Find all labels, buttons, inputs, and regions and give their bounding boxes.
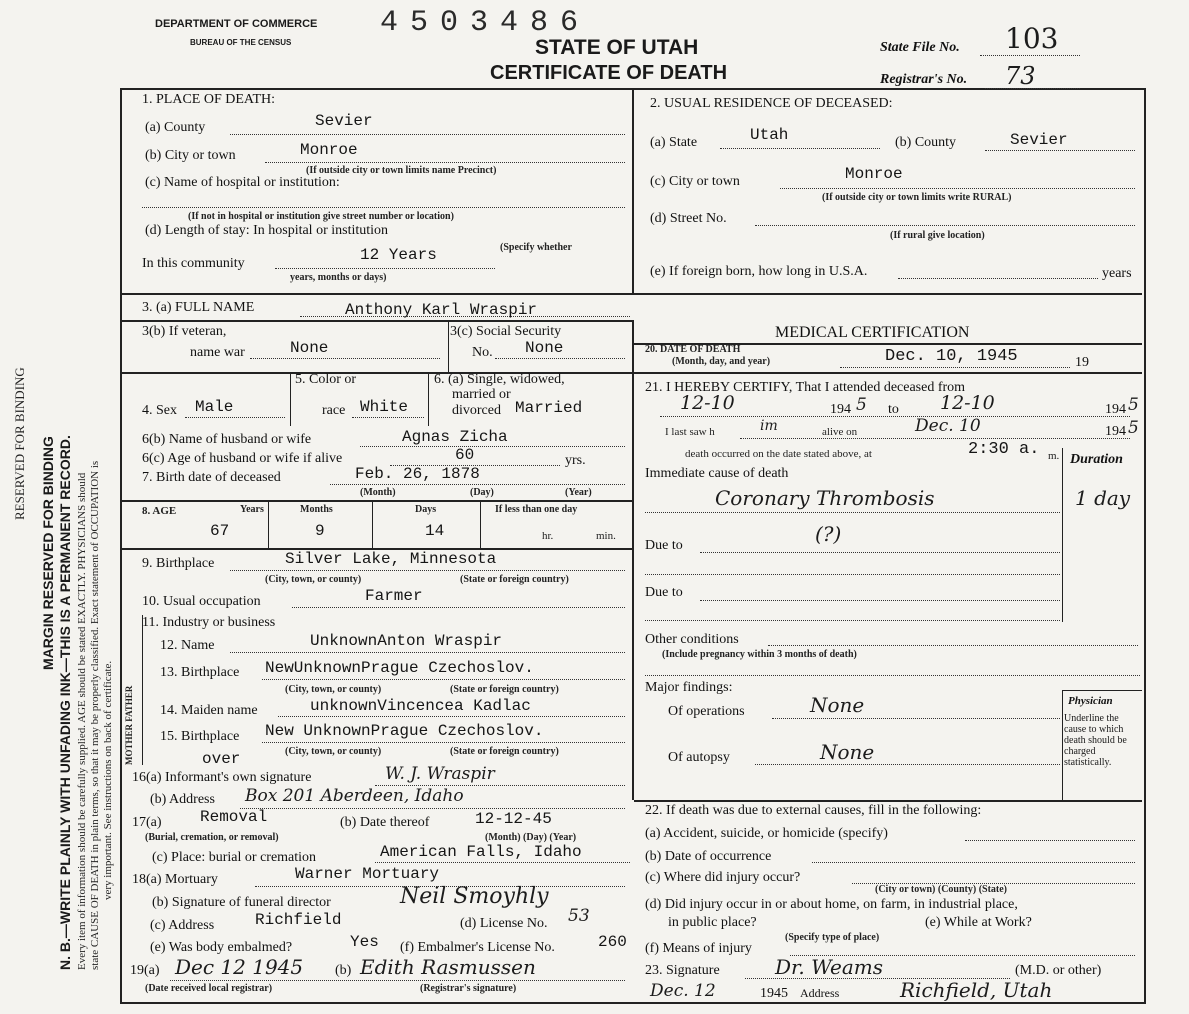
- underline: [185, 417, 285, 418]
- underline: [660, 416, 1130, 417]
- underline: [265, 162, 625, 163]
- years-heading: Years: [240, 504, 264, 515]
- stamp-number: 4503486: [380, 6, 591, 40]
- underline: [240, 808, 625, 809]
- disposition-date: 12-12-45: [475, 810, 552, 828]
- divider: [428, 374, 429, 426]
- informant-address-label: (b) Address: [150, 792, 215, 807]
- res-street-label: (d) Street No.: [650, 211, 727, 226]
- registrar-number: 73: [1005, 62, 1036, 90]
- m-label: m.: [1048, 450, 1060, 462]
- divider: [1062, 690, 1142, 691]
- underline: [262, 742, 625, 743]
- war-label: name war: [190, 345, 245, 360]
- underline: [980, 55, 1080, 56]
- father-name-value: UnknownAnton Wraspir: [310, 632, 503, 650]
- divider: [122, 500, 632, 502]
- underline: [645, 620, 1060, 621]
- hr-label: hr.: [542, 530, 554, 542]
- underline: [360, 446, 625, 447]
- color-label: 5. Color or: [295, 372, 357, 387]
- underline: [840, 367, 1070, 368]
- to-year-prefix: 194: [1105, 402, 1126, 417]
- res-rural-note: (If rural give location): [890, 230, 985, 241]
- mother-maiden-value: unknownVincencea Kadlac: [310, 697, 531, 715]
- physician-sig-date: Dec. 12: [650, 981, 716, 1001]
- disposition-label: 17(a): [132, 815, 162, 830]
- divider: [480, 502, 481, 548]
- physician-heading: Physician: [1068, 695, 1113, 707]
- mortuary-value: Warner Mortuary: [295, 865, 440, 883]
- external-f: (f) Means of injury: [645, 941, 752, 956]
- other-conditions-label: Other conditions: [645, 632, 739, 647]
- birth-city-note: (City, town, or county): [265, 574, 362, 585]
- min-label: min.: [596, 530, 616, 542]
- underline: [755, 764, 1060, 765]
- divider: [634, 800, 1142, 802]
- underline: [292, 607, 625, 608]
- father-birth-label: 13. Birthplace: [160, 665, 240, 680]
- underline: [700, 600, 1060, 601]
- margin-instructions-1: Every item of information should be carefully supplied. AGE should be stated EXACTLY. PHYSICIANS should: [76, 472, 88, 970]
- months-heading: Months: [300, 504, 333, 515]
- margin-reserved-binding: MARGIN RESERVED FOR BINDING: [40, 436, 56, 670]
- burial-place-label: (c) Place: burial or cremation: [152, 850, 317, 865]
- res-county-value: Sevier: [1010, 131, 1068, 149]
- duration-label: Duration: [1070, 452, 1123, 467]
- divider: [122, 293, 1142, 295]
- age-years: 67: [210, 522, 230, 540]
- ssn-no-label: No.: [472, 345, 493, 360]
- sex-value: Male: [195, 398, 234, 416]
- underline: [330, 484, 625, 485]
- place-heading: 1. PLACE OF DEATH:: [142, 92, 276, 107]
- disposition-date-note: (Month) (Day) (Year): [485, 832, 577, 843]
- age-days: 14: [425, 522, 445, 540]
- divider: [1062, 448, 1063, 622]
- underline: [495, 358, 625, 359]
- divider: [632, 320, 634, 800]
- autopsy-label: Of autopsy: [668, 750, 730, 765]
- underline: [985, 150, 1135, 151]
- underline: [965, 840, 1135, 841]
- informant-sig-label: 16(a) Informant's own signature: [132, 770, 312, 785]
- father-city-note: (City, town, or county): [285, 684, 382, 695]
- license-label: (d) License No.: [460, 916, 548, 931]
- spouse-age-label: 6(c) Age of husband or wife if alive: [142, 451, 343, 466]
- informant-address: Box 201 Aberdeen, Idaho: [245, 786, 464, 806]
- director-label: (b) Signature of funeral director: [152, 895, 331, 910]
- mother-birth-label: 15. Birthplace: [160, 729, 240, 744]
- days-heading: Days: [415, 504, 437, 515]
- less-heading: If less than one day: [495, 504, 578, 515]
- residence-heading: 2. USUAL RESIDENCE OF DECEASED:: [650, 96, 893, 111]
- underline: [230, 652, 625, 653]
- birthplace-label: 9. Birthplace: [142, 556, 215, 571]
- external-d: (d) Did injury occur in or about home, on farm, in industrial place,: [645, 897, 1018, 912]
- alive-on-value: Dec. 10: [915, 416, 981, 436]
- alive-year-prefix: 194: [1105, 424, 1126, 439]
- underline: [645, 512, 1060, 513]
- mother-birth-value: New UnknownPrague Czechoslov.: [265, 722, 544, 740]
- received-note: (Date received local registrar): [145, 983, 273, 994]
- death-date-value: Dec. 10, 1945: [885, 347, 1018, 366]
- birth-value: Feb. 26, 1878: [355, 465, 480, 483]
- physician-note: Underline the cause to which death should be charged statistically.: [1064, 713, 1127, 768]
- underline: [780, 188, 1135, 189]
- father-birth-value: NewUnknownPrague Czechoslov.: [265, 659, 534, 677]
- physician-address-label: Address: [800, 986, 840, 1000]
- underline: [142, 207, 625, 208]
- mother-city-note: (City, town, or county): [285, 746, 382, 757]
- month-note: (Month): [360, 487, 396, 498]
- res-state-label: (a) State: [650, 135, 698, 150]
- death-date-label: 20. DATE OF DEATH: [645, 344, 741, 355]
- underline: [772, 718, 1060, 719]
- spouse-value: Agnas Zicha: [402, 428, 508, 446]
- spouse-label: 6(b) Name of husband or wife: [142, 432, 312, 447]
- underline: [898, 278, 1098, 279]
- director-address-label: (c) Address: [150, 918, 215, 933]
- res-city-note: (If outside city or town limits write RURAL): [822, 192, 1012, 203]
- age-months: 9: [315, 522, 325, 540]
- over-value: over: [202, 750, 241, 768]
- license-value: 53: [568, 906, 590, 926]
- underline: [720, 148, 880, 149]
- embalmed-label: (e) Was body embalmed?: [150, 940, 293, 955]
- burial-place-value: American Falls, Idaho: [380, 843, 582, 861]
- industry-label: 11. Industry or business: [142, 615, 276, 630]
- state-file-label: State File No.: [880, 40, 960, 55]
- underline: [352, 417, 424, 418]
- res-state-value: Utah: [750, 126, 789, 144]
- underline: [278, 716, 625, 717]
- from-year-prefix: 194: [830, 402, 851, 417]
- occurred-label: death occurred on the date stated above, at: [685, 448, 872, 460]
- md-label: (M.D. or other): [1015, 963, 1102, 978]
- due-to-value-1: (?): [815, 522, 842, 546]
- underline: [645, 574, 1060, 575]
- name-value: Anthony Karl Wraspir: [345, 301, 538, 319]
- director-address: Richfield: [255, 911, 342, 929]
- divider: [634, 372, 1142, 374]
- state-title: STATE OF UTAH: [535, 36, 699, 59]
- community-label: In this community: [142, 256, 245, 271]
- external-a: (a) Accident, suicide, or homicide (specify): [645, 826, 888, 841]
- divider: [268, 502, 269, 548]
- name-label: 3. (a) FULL NAME: [142, 300, 255, 315]
- margin-binding: RESERVED FOR BINDING: [12, 367, 27, 520]
- father-name-label: 12. Name: [160, 638, 215, 653]
- underline: [300, 316, 630, 317]
- department-label: DEPARTMENT OF COMMERCE: [155, 18, 318, 30]
- disposition-date-label: (b) Date thereof: [340, 815, 430, 830]
- margin-instructions-2: state CAUSE OF DEATH in plain terms, so that it may be properly classified. Exact statement of OCCUPATION is: [89, 460, 101, 970]
- divider: [632, 88, 634, 293]
- community-value: 12 Years: [360, 246, 437, 264]
- underline: [755, 225, 1135, 226]
- immediate-cause: Coronary Thrombosis: [715, 486, 935, 510]
- underline: [985, 88, 1080, 89]
- burial-note: (Burial, cremation, or removal): [145, 832, 279, 843]
- due-to-label-2: Due to: [645, 585, 683, 600]
- received-label: 19(a): [130, 963, 160, 978]
- underline: [262, 679, 625, 680]
- embalmer-value: 260: [598, 933, 627, 951]
- autopsy-value: None: [820, 740, 875, 764]
- veteran-label: 3(b) If veteran,: [142, 324, 227, 339]
- res-city-value: Monroe: [845, 165, 903, 183]
- occupation-label: 10. Usual occupation: [142, 594, 261, 609]
- alive-on-label: alive on: [822, 426, 858, 438]
- county-label: (a) County: [145, 120, 206, 135]
- external-c: (c) Where did injury occur?: [645, 870, 801, 885]
- last-saw-label: I last saw h: [665, 426, 715, 438]
- race-label: race: [322, 403, 346, 418]
- underline: [250, 358, 440, 359]
- last-saw-him: im: [760, 418, 778, 434]
- res-county-label: (b) County: [895, 135, 957, 150]
- registrar-signature: Edith Rasmussen: [360, 955, 536, 979]
- city-label: (b) City or town: [145, 148, 236, 163]
- ssn-value: None: [525, 339, 564, 357]
- specify-note: (Specify whether: [500, 242, 572, 253]
- registrar-label: Registrar's No.: [880, 72, 968, 87]
- stay-label: (d) Length of stay: In hospital or institution: [145, 223, 389, 238]
- spouse-age-value: 60: [455, 446, 475, 464]
- yrs-label: yrs.: [565, 453, 586, 468]
- county-value: Sevier: [315, 112, 373, 130]
- duration-value: 1 day: [1075, 486, 1131, 510]
- day-note: (Day): [470, 487, 494, 498]
- external-e: (e) While at Work?: [925, 915, 1032, 930]
- ymd-note: years, months or days): [290, 272, 387, 283]
- city-note: (If outside city or town limits name Precinct): [306, 165, 497, 176]
- marital-label-3: divorced: [452, 403, 501, 418]
- age-label: 8. AGE: [142, 505, 177, 517]
- director-signature: Neil Smoyhly: [400, 884, 549, 909]
- city-value: Monroe: [300, 141, 358, 159]
- external-type-note: (Specify type of place): [785, 932, 880, 943]
- death-year-suffix: 19: [1075, 355, 1089, 370]
- underline: [645, 675, 1140, 676]
- underline: [768, 645, 1138, 646]
- operations-label: Of operations: [668, 704, 745, 719]
- registrar-sig-note: (Registrar's signature): [420, 983, 517, 994]
- divider: [1062, 690, 1063, 800]
- margin-instructions-3: very important. See instructions on back of certificate.: [102, 660, 114, 900]
- underline: [375, 862, 630, 863]
- year-note: (Year): [565, 487, 592, 498]
- res-foreign-label: (e) If foreign born, how long in U.S.A.: [650, 264, 868, 279]
- marital-label-1: 6. (a) Single, widowed,: [434, 372, 565, 387]
- death-date-note: (Month, day, and year): [672, 356, 771, 367]
- mother-father-label: MOTHER FATHER: [124, 685, 134, 765]
- embalmer-label: (f) Embalmer's License No.: [400, 940, 555, 955]
- marital-label-2: married or: [452, 387, 511, 402]
- certificate-title: CERTIFICATE OF DEATH: [490, 62, 728, 84]
- embalmed-value: Yes: [350, 933, 379, 951]
- underline: [230, 570, 625, 571]
- attend-from: 12-10: [680, 392, 735, 414]
- underline: [740, 438, 1130, 439]
- state-file-number: 103: [1005, 22, 1059, 55]
- underline: [230, 134, 625, 135]
- underline: [275, 268, 495, 269]
- mortuary-label: 18(a) Mortuary: [132, 872, 218, 887]
- certify-text: 21. I HEREBY CERTIFY, That I attended deceased from: [645, 380, 966, 395]
- divider: [142, 615, 143, 765]
- major-findings-label: Major findings:: [645, 680, 733, 695]
- divider: [122, 320, 632, 322]
- birth-label: 7. Birth date of deceased: [142, 470, 281, 485]
- mother-state-note: (State or foreign country): [450, 746, 559, 757]
- pregnancy-note: (Include pregnancy within 3 months of death): [662, 649, 857, 660]
- divider: [290, 374, 291, 426]
- margin-write-plainly: N. B.—WRITE PLAINLY WITH UNFADING INK—THIS IS A PERMANENT RECORD.: [57, 435, 73, 970]
- sex-label: 4. Sex: [142, 403, 177, 418]
- birthplace-value: Silver Lake, Minnesota: [285, 550, 497, 568]
- from-year: 5: [856, 395, 867, 415]
- due-to-label-1: Due to: [645, 538, 683, 553]
- physician-signature-label: 23. Signature: [645, 963, 720, 978]
- received-date: Dec 12 1945: [175, 955, 304, 979]
- physician-address: Richfield, Utah: [900, 978, 1053, 1002]
- divider: [448, 322, 449, 372]
- underline: [812, 862, 1135, 863]
- attend-to: 12-10: [940, 392, 995, 414]
- birth-state-note: (State or foreign country): [460, 574, 569, 585]
- res-years-label: years: [1102, 266, 1132, 281]
- physician-signature: Dr. Weams: [775, 955, 884, 979]
- immediate-label: Immediate cause of death: [645, 466, 789, 481]
- death-time: 2:30 a.: [968, 440, 1040, 459]
- war-value: None: [290, 339, 329, 357]
- occupation-value: Farmer: [365, 587, 423, 605]
- physician-sig-year: 1945: [760, 986, 788, 1001]
- informant-signature: W. J. Wraspir: [385, 764, 495, 784]
- race-value: White: [360, 398, 409, 416]
- external-c-note: (City or town) (County) (State): [875, 884, 1008, 895]
- external-b: (b) Date of occurrence: [645, 849, 772, 864]
- disposition-value: Removal: [200, 808, 268, 826]
- alive-year: 5: [1128, 418, 1139, 438]
- to-label: to: [888, 402, 899, 417]
- external-d2: in public place?: [668, 915, 757, 930]
- registrar-sig-label: (b): [335, 963, 352, 978]
- underline: [700, 552, 1060, 553]
- underline: [170, 980, 625, 981]
- hospital-label: (c) Name of hospital or institution:: [145, 175, 340, 190]
- mother-maiden-label: 14. Maiden name: [160, 703, 258, 718]
- divider: [372, 502, 373, 548]
- medical-heading: MEDICAL CERTIFICATION: [775, 324, 970, 341]
- father-state-note: (State or foreign country): [450, 684, 559, 695]
- external-heading: 22. If death was due to external causes, fill in the following:: [645, 803, 982, 818]
- hospital-note: (If not in hospital or institution give street number or location): [188, 211, 454, 222]
- bureau-label: BUREAU OF THE CENSUS: [190, 38, 292, 47]
- to-year: 5: [1128, 395, 1139, 415]
- operations-value: None: [810, 693, 865, 717]
- res-city-label: (c) City or town: [650, 174, 740, 189]
- marital-value: Married: [515, 399, 583, 417]
- ssn-label: 3(c) Social Security: [450, 324, 562, 339]
